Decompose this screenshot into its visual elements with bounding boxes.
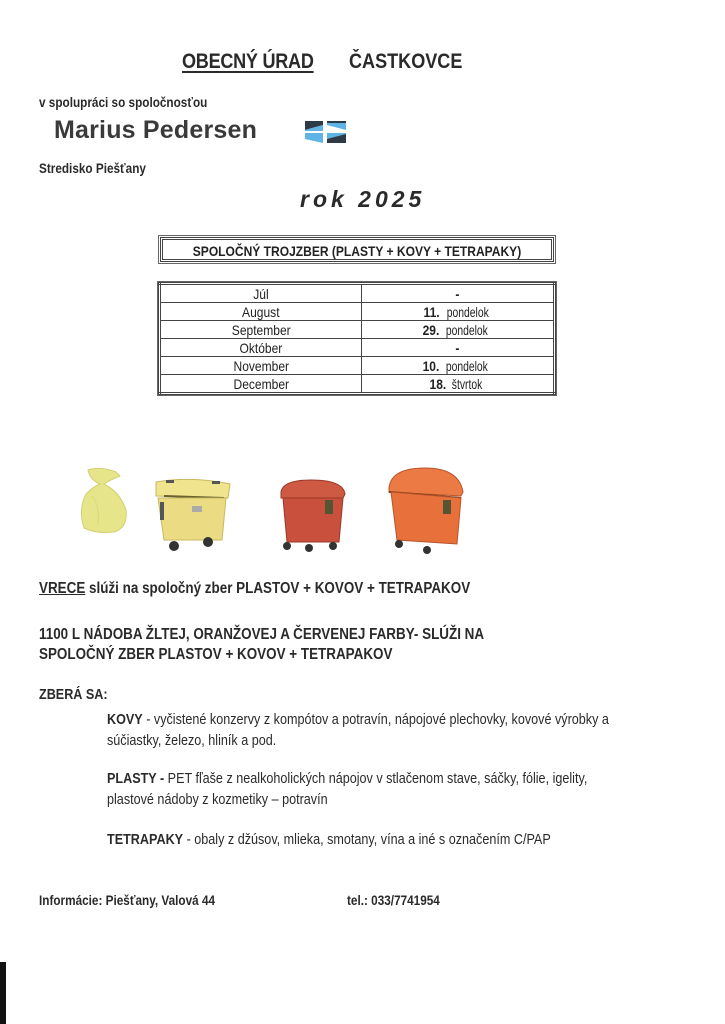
office-title: OBECNÝ ÚRAD: [182, 50, 314, 73]
month-cell: August: [242, 303, 280, 320]
tetrapak-label: TETRAPAKY: [107, 831, 184, 848]
month-cell: Júl: [253, 285, 269, 302]
marius-pedersen-logo-icon: [305, 121, 346, 143]
cooperation-text: v spolupráci so spoločnosťou: [39, 94, 208, 110]
bin-info: [39, 625, 627, 665]
month-cell: Október: [239, 339, 283, 356]
yellow-bin-icon: [152, 478, 232, 554]
bin-info-line2: SPOLOČNÝ ZBER PLASTOV + KOVOV + TETRAPAKOV: [39, 646, 393, 663]
plastics-description: [107, 768, 611, 810]
collection-schedule-table: [158, 282, 556, 395]
metals-text: - vyčistené konzervy z kompótov a potravín, nápojové plechovky, kovové výrobky a súčiastky, železo, hliník a pod.: [107, 711, 609, 749]
tetrapak-text: - obaly z džúsov, mlieka, smotany, vína a iné s označením C/PAP: [183, 831, 551, 848]
bag-label: VRECE: [39, 580, 86, 597]
collected-heading: ZBERÁ SA:: [39, 686, 108, 703]
bag-info: [39, 580, 470, 598]
collection-type-banner: [160, 237, 554, 262]
orange-bin-icon: [385, 466, 467, 556]
company-name: Marius Pedersen: [54, 116, 258, 144]
date-cell: 18. štvrtok: [429, 375, 483, 392]
table-row: [160, 303, 555, 321]
center-name: Stredisko Piešťany: [39, 160, 146, 176]
table-row: [160, 339, 555, 357]
banner-text: SPOLOČNÝ TROJZBER (PLASTY + KOVY + TETRAPAKY): [192, 243, 522, 259]
info-address: Informácie: Piešťany, Valová 44: [39, 892, 216, 908]
scan-edge-mark: [0, 962, 6, 1024]
table-row: [160, 375, 555, 394]
plastics-text: PET fľaše z nealkoholických nápojov v stlačenom stave, sáčky, fólie, igelity, plastové nádoby z kozmetiky – potravín: [107, 770, 588, 808]
date-cell: 29. pondelok: [423, 321, 489, 338]
village-title: ČASTKOVCE: [349, 50, 463, 73]
date-cell: -: [455, 339, 460, 356]
metals-label: KOVY: [107, 711, 143, 728]
red-bin-icon: [277, 478, 347, 552]
bin-info-line1: 1100 L NÁDOBA ŽLTEJ, ORANŽOVEJ A ČERVENEJ FARBY- SLÚŽI NA: [39, 626, 485, 643]
table-row: [160, 357, 555, 375]
plastics-label: PLASTY -: [107, 770, 168, 787]
month-cell: December: [233, 375, 289, 392]
date-cell: 11. pondelok: [423, 303, 489, 320]
yellow-bag-icon: [80, 466, 130, 534]
tetrapak-description: [107, 829, 619, 850]
info-phone: tel.: 033/7741954: [347, 892, 440, 908]
metals-description: [107, 709, 611, 751]
date-cell: -: [455, 285, 460, 302]
bag-text: slúži na spoločný zber PLASTOV + KOVOV + TETRAPAKOV: [85, 580, 471, 597]
month-cell: November: [233, 357, 289, 374]
year-heading: rok 2025: [300, 186, 426, 212]
table-row: [160, 321, 555, 339]
table-row: [160, 284, 555, 303]
month-cell: September: [231, 321, 291, 338]
date-cell: 10. pondelok: [423, 357, 489, 374]
